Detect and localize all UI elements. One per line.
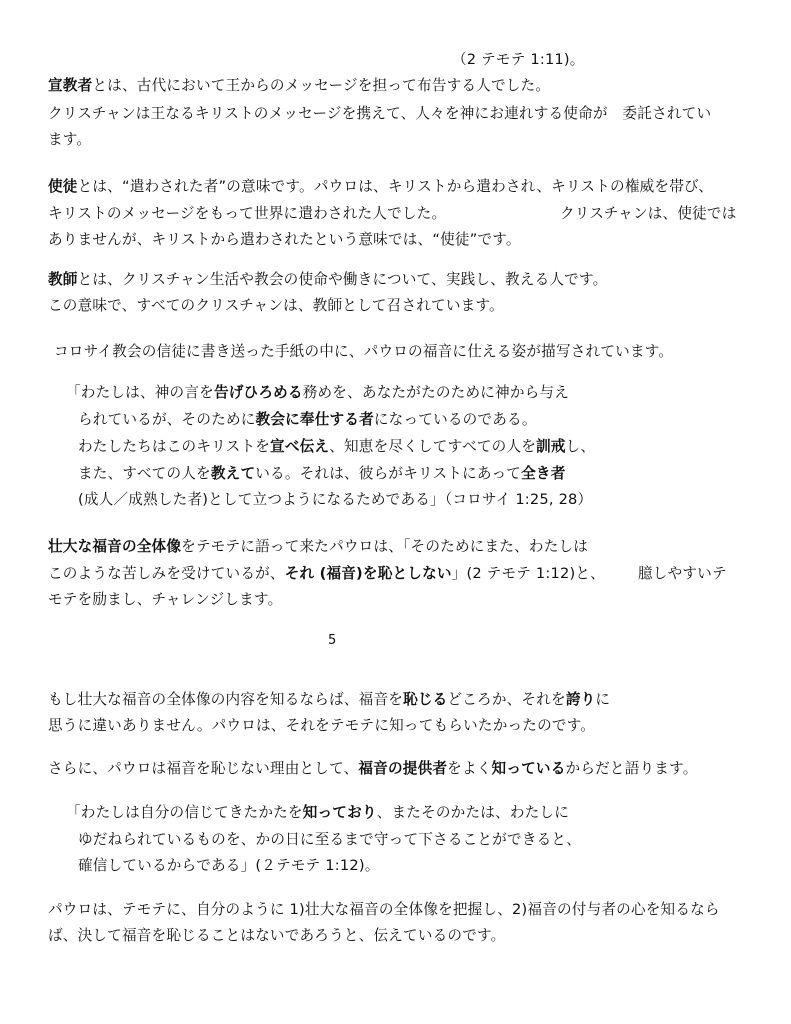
paragraph-line: パウロは、テモテに、自分のように 1)壮大な福音の全体像を把握し、2)福音の付与者の心を知るなら <box>48 901 720 918</box>
paragraph-line: コロサイ教会の信徒に書き送った手紙の中に、パウロの福音に仕える姿が描写されています。 <box>54 343 674 360</box>
quote-line: 「わたしは自分の信じてきたかたを知っており、またそのかたは、わたしに <box>66 804 570 821</box>
paragraph-line: モテを励まし、チャレンジします。 <box>48 591 283 608</box>
paragraph-line: 宣教者とは、古代において王からのメッセージを担って布告する人でした。 <box>48 77 551 94</box>
paragraph-line: ます。 <box>48 131 92 148</box>
page-number: 5 <box>328 633 337 648</box>
term-apostle: 使徒 <box>48 178 78 195</box>
quote-line: わたしたちはこのキリストを宣べ伝え、知恵を尽くしてすべての人を訓戒し、 <box>78 438 596 455</box>
term-teacher: 教師 <box>48 271 78 288</box>
paragraph-line: 壮大な福音の全体像をテモテに語って来たパウロは、「そのためにまた、わたしは <box>48 538 589 555</box>
quote-line: 確信しているからである」(２テモテ 1:12)。 <box>78 857 380 874</box>
quote-line: ゆだねられているものを、かの日に至るまで守って下さることができると、 <box>78 831 581 848</box>
paragraph-line: クリスチャンは、使徒では <box>560 205 737 222</box>
paragraph-line: もし壮大な福音の全体像の内容を知るならば、福音を恥じるどころか、それを誇りに <box>48 691 611 708</box>
scripture-reference: （2 テモテ 1:11)。 <box>452 51 585 68</box>
paragraph-line: この意味で、すべてのクリスチャンは、教師として召されています。 <box>48 297 504 314</box>
term-proclaimer: 宣教者 <box>48 77 93 94</box>
paragraph-line: 思うに違いありません。パウロは、それをテモテに知ってもらいたかったのです。 <box>48 717 596 734</box>
quote-line: (成人／成熟した者)として立つようになるためである」（コロサイ 1:25, 28） <box>78 491 593 508</box>
paragraph-line: 教師とは、クリスチャン生活や教会の使命や働きについて、実践し、教える人です。 <box>48 271 608 288</box>
paragraph-line: 臆しやすいテ <box>638 565 727 582</box>
paragraph-line: クリスチャンは王なるキリストのメッセージを携えて、人々を神にお連れする使命が 委託されてい <box>48 105 712 122</box>
paragraph-line: さらに、パウロは福音を恥じない理由として、福音の提供者をよく知っているからだと語ります。 <box>48 760 698 777</box>
quote-line: られているが、そのために教会に奉仕する者になっているのである。 <box>78 411 537 428</box>
quote-line: 「わたしは、神の言を告げひろめる務めを、あなたがたのために神から与え <box>66 384 570 401</box>
quote-line: また、すべての人を教えている。それは、彼らがキリストにあって全き者 <box>78 465 566 482</box>
paragraph-line: ありませんが、キリストから遣わされたという意味では、“使徒”です。 <box>48 231 521 248</box>
paragraph-line: 使徒とは、“遣わされた者”の意味です。パウロは、キリストから遣わされ、キリストの権威を帯び、 <box>48 178 713 195</box>
paragraph-line: このような苦しみを受けているが、それ (福音)を恥としない」(2 テモテ 1:12)と、 <box>48 565 605 582</box>
paragraph-line: ば、決して福音を恥じることはないであろうと、伝えているのです。 <box>48 927 506 944</box>
paragraph-line: キリストのメッセージをもって世界に遣わされた人でした。 <box>48 205 447 222</box>
